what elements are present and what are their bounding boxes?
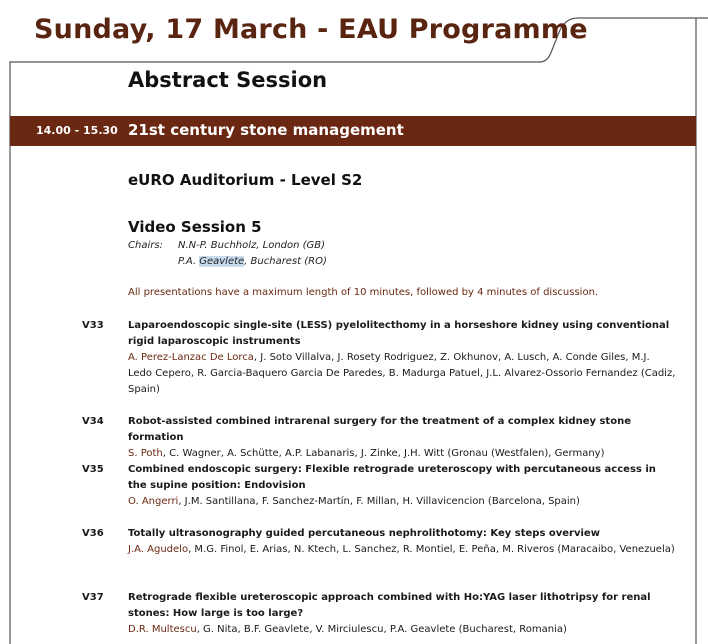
chair-2-affiliation: , Bucharest (RO) [244, 256, 327, 267]
entry-other-authors: , G. Nita, B.F. Geavlete, V. Mirciulescu, P.A. Geavlete (Bucharest, Romania) [196, 624, 567, 635]
entry-lead-author: O. Angerri [128, 496, 179, 507]
entry-authors [128, 350, 676, 398]
entry-other-authors: , M.G. Finol, E. Arias, N. Ktech, L. Sanchez, R. Montiel, E. Peña, M. Riveros (Maracaibo, Venezuela) [188, 544, 675, 555]
entry-code: V34 [82, 416, 104, 427]
venue: eURO Auditorium - Level S2 [128, 171, 363, 189]
entry-lead-author: S. Poth [128, 448, 163, 459]
session-title: 21st century stone management [128, 121, 404, 139]
entry-code: V36 [82, 528, 104, 539]
entry-code: V35 [82, 464, 104, 475]
video-session-heading: Video Session 5 [128, 218, 262, 236]
chairs-block [128, 238, 327, 270]
page-title: Sunday, 17 March - EAU Programme [34, 14, 588, 45]
chair-line-2 [128, 254, 327, 270]
entry-title: Totally ultrasonography guided percutaneous nephrolithotomy: Key steps overview [128, 528, 600, 539]
entry-v34 [82, 414, 676, 462]
entry-authors [128, 542, 676, 558]
entry-v36 [82, 526, 676, 558]
entry-authors [128, 446, 676, 462]
presentation-length-note: All presentations have a maximum length of 10 minutes, followed by 4 minutes of discussion. [128, 287, 599, 298]
entry-code: V33 [82, 320, 104, 331]
entry-title: Laparoendoscopic single-site (LESS) pyelolitecthomy in a horseshore kidney using conventional rigid laparoscopic instruments [128, 320, 670, 347]
entry-title: Retrograde flexible ureteroscopic approach combined with Ho:YAG laser lithotripsy for renal stones: How large is too large? [128, 592, 651, 619]
entry-v33 [82, 318, 676, 398]
entry-title: Combined endoscopic surgery: Flexible retrograde ureteroscopy with percutaneous access in the supine position: Endovision [128, 464, 656, 491]
entry-other-authors: , J. Soto Villalva, J. Rosety Rodriguez, Z. Okhunov, A. Lusch, A. Conde Giles, M.J. Ledo Cepero, R. Garcia-Baquero Garcia De Paredes, B. Madurga Patuel, J.L. Alvarez-Ossorio Fernandez (Cadiz, Spain) [128, 352, 676, 395]
entry-code: V37 [82, 592, 104, 603]
chair-line-1 [128, 238, 327, 254]
entry-other-authors: , J.M. Santillana, F. Sanchez-Martín, F. Millan, H. Villavicencion (Barcelona, Spain) [178, 496, 580, 507]
entry-authors [128, 494, 676, 510]
entry-lead-author: J.A. Agudelo [128, 544, 189, 555]
entry-lead-author: D.R. Multescu [128, 624, 197, 635]
entry-v35 [82, 462, 676, 510]
chair-2-initials: P.A. [178, 256, 200, 267]
session-type-heading: Abstract Session [128, 68, 328, 92]
chair-1: N.N-P. Buchholz, London (GB) [178, 240, 326, 251]
entry-v37 [82, 590, 676, 638]
entry-other-authors: , C. Wagner, A. Schütte, A.P. Labanaris, J. Zinke, J.H. Witt (Gronau (Westfalen), Germany) [162, 448, 605, 459]
chairs-label: Chairs: [128, 240, 163, 251]
entry-title: Robot-assisted combined intrarenal surgery for the treatment of a complex kidney stone formation [128, 416, 631, 443]
session-band [10, 116, 696, 146]
entry-lead-author: A. Perez-Lanzac De Lorca [128, 352, 254, 363]
session-time: 14.00 - 15.30 [36, 124, 118, 137]
chair-2-highlighted-name[interactable]: Geavlete [199, 256, 245, 267]
entry-authors [128, 622, 676, 638]
